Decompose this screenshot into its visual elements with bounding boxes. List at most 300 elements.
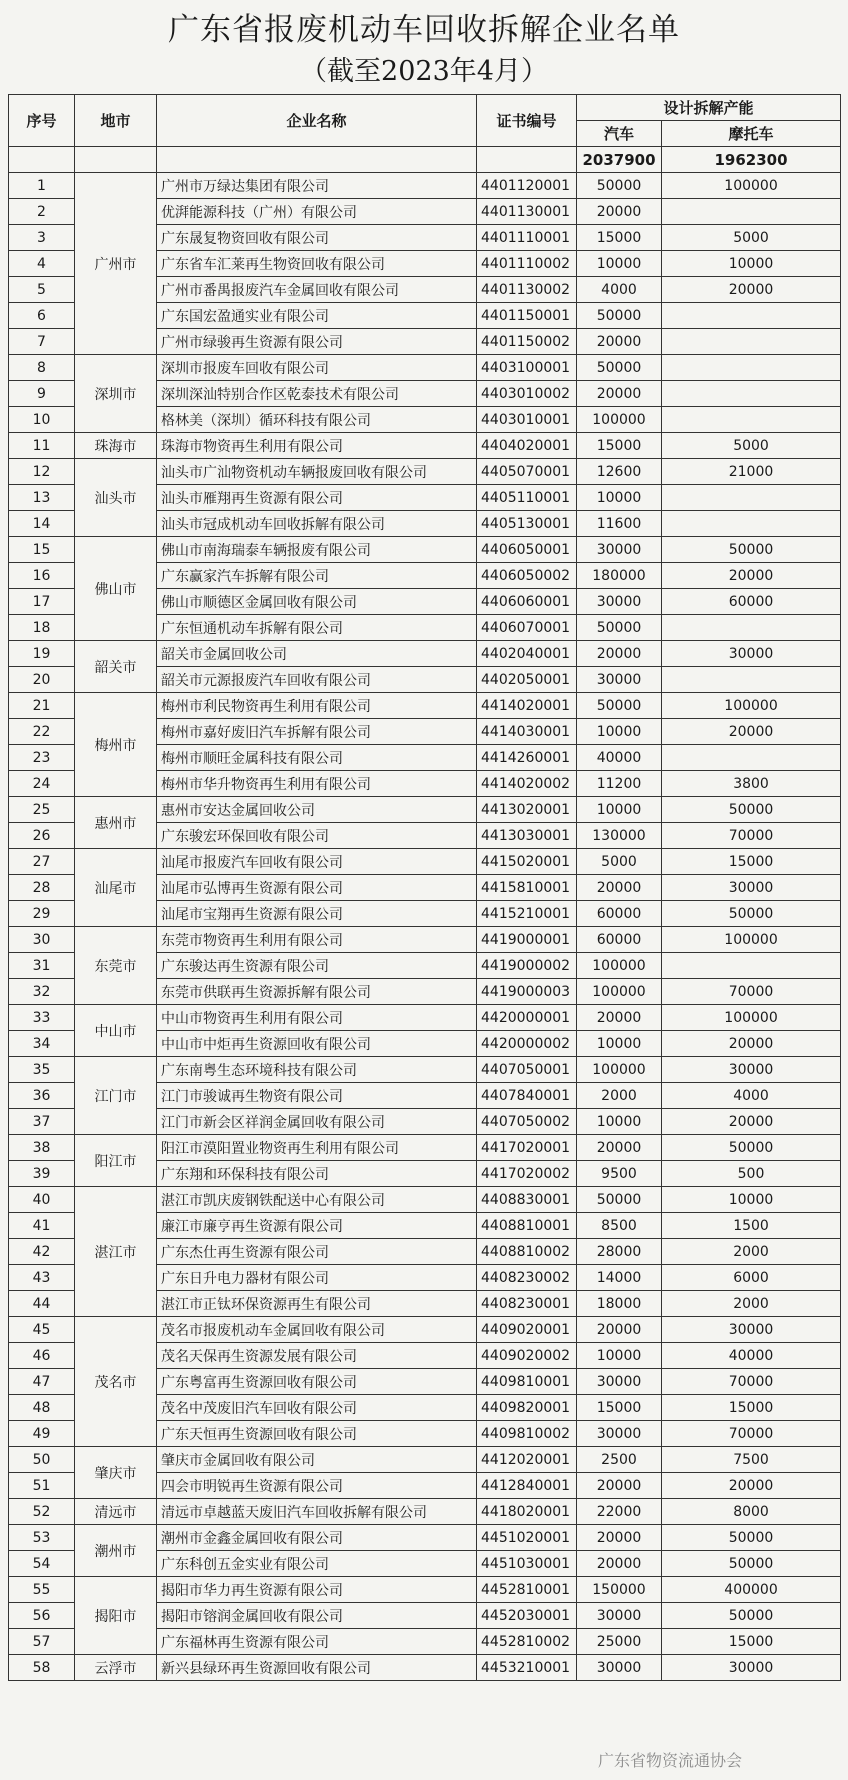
row-number: 51 — [9, 1473, 75, 1499]
company-name: 汕头市冠成机动车回收拆解有限公司 — [157, 511, 477, 537]
city-cell: 汕尾市 — [75, 849, 157, 927]
cert-number: 4452810001 — [477, 1577, 577, 1603]
row-number: 11 — [9, 433, 75, 459]
moto-capacity: 7500 — [662, 1447, 841, 1473]
company-name: 中山市中炬再生资源回收有限公司 — [157, 1031, 477, 1057]
car-capacity: 30000 — [577, 1603, 662, 1629]
row-number: 5 — [9, 277, 75, 303]
moto-capacity — [662, 953, 841, 979]
row-number: 1 — [9, 173, 75, 199]
cert-number: 4403100001 — [477, 355, 577, 381]
cert-number: 4451030001 — [477, 1551, 577, 1577]
total-cert-empty — [477, 147, 577, 173]
table-row — [9, 1005, 841, 1031]
car-capacity: 11200 — [577, 771, 662, 797]
title-block — [8, 8, 840, 96]
moto-capacity — [662, 511, 841, 537]
cert-number: 4401150001 — [477, 303, 577, 329]
car-total: 2037900 — [577, 147, 662, 173]
cert-number: 4401120001 — [477, 173, 577, 199]
cert-number: 4401130002 — [477, 277, 577, 303]
company-name: 揭阳市华力再生资源有限公司 — [157, 1577, 477, 1603]
row-number: 21 — [9, 693, 75, 719]
company-name: 江门市新会区祥润金属回收有限公司 — [157, 1109, 477, 1135]
company-name: 湛江市正钛环保资源再生有限公司 — [157, 1291, 477, 1317]
moto-capacity: 30000 — [662, 1317, 841, 1343]
row-number: 58 — [9, 1655, 75, 1681]
row-number: 54 — [9, 1551, 75, 1577]
company-name: 东莞市物资再生利用有限公司 — [157, 927, 477, 953]
company-name: 汕头市广汕物资机动车辆报废回收有限公司 — [157, 459, 477, 485]
row-number: 33 — [9, 1005, 75, 1031]
header-moto: 摩托车 — [662, 121, 841, 147]
moto-capacity: 10000 — [662, 1187, 841, 1213]
company-name: 广州市万绿达集团有限公司 — [157, 173, 477, 199]
company-name: 梅州市华升物资再生利用有限公司 — [157, 771, 477, 797]
row-number: 30 — [9, 927, 75, 953]
car-capacity: 180000 — [577, 563, 662, 589]
cert-number: 4408830001 — [477, 1187, 577, 1213]
table-row — [9, 1187, 841, 1213]
cert-number: 4412020001 — [477, 1447, 577, 1473]
cert-number: 4406050001 — [477, 537, 577, 563]
cert-number: 4401110002 — [477, 251, 577, 277]
city-cell: 肇庆市 — [75, 1447, 157, 1499]
table-row — [9, 1525, 841, 1551]
moto-capacity — [662, 199, 841, 225]
company-name: 广东南粤生态环境科技有限公司 — [157, 1057, 477, 1083]
row-number: 56 — [9, 1603, 75, 1629]
company-name: 广东骏宏环保回收有限公司 — [157, 823, 477, 849]
company-name: 深圳市报废车回收有限公司 — [157, 355, 477, 381]
moto-capacity: 20000 — [662, 563, 841, 589]
moto-capacity: 500 — [662, 1161, 841, 1187]
car-capacity: 8500 — [577, 1213, 662, 1239]
company-name: 汕头市雁翔再生资源有限公司 — [157, 485, 477, 511]
cert-number: 4413020001 — [477, 797, 577, 823]
cert-number: 4409020001 — [477, 1317, 577, 1343]
row-number: 29 — [9, 901, 75, 927]
company-name: 珠海市物资再生利用有限公司 — [157, 433, 477, 459]
cert-number: 4417020001 — [477, 1135, 577, 1161]
row-number: 32 — [9, 979, 75, 1005]
city-cell: 汕头市 — [75, 459, 157, 537]
moto-capacity: 50000 — [662, 797, 841, 823]
row-number: 36 — [9, 1083, 75, 1109]
car-capacity: 30000 — [577, 1369, 662, 1395]
moto-capacity: 4000 — [662, 1083, 841, 1109]
moto-capacity — [662, 485, 841, 511]
document-subtitle: （截至2023年4月） — [300, 56, 548, 87]
car-capacity: 20000 — [577, 329, 662, 355]
car-capacity: 50000 — [577, 693, 662, 719]
row-number: 8 — [9, 355, 75, 381]
cert-number: 4414020001 — [477, 693, 577, 719]
table-row — [9, 849, 841, 875]
moto-capacity: 1500 — [662, 1213, 841, 1239]
city-cell: 湛江市 — [75, 1187, 157, 1317]
city-cell: 珠海市 — [75, 433, 157, 459]
cert-number: 4403010001 — [477, 407, 577, 433]
company-name: 清远市卓越蓝天废旧汽车回收拆解有限公司 — [157, 1499, 477, 1525]
car-capacity: 60000 — [577, 927, 662, 953]
company-name: 汕尾市报废汽车回收有限公司 — [157, 849, 477, 875]
moto-capacity: 40000 — [662, 1343, 841, 1369]
cert-number: 4419000003 — [477, 979, 577, 1005]
company-name: 格林美（深圳）循环科技有限公司 — [157, 407, 477, 433]
total-company-empty — [157, 147, 477, 173]
row-number: 48 — [9, 1395, 75, 1421]
city-cell: 云浮市 — [75, 1655, 157, 1681]
cert-number: 4406070001 — [477, 615, 577, 641]
row-number: 22 — [9, 719, 75, 745]
moto-total: 1962300 — [662, 147, 841, 173]
car-capacity: 2500 — [577, 1447, 662, 1473]
moto-capacity: 15000 — [662, 1395, 841, 1421]
table-row — [9, 1655, 841, 1681]
moto-capacity: 50000 — [662, 901, 841, 927]
car-capacity: 20000 — [577, 1551, 662, 1577]
city-cell: 梅州市 — [75, 693, 157, 797]
car-capacity: 30000 — [577, 589, 662, 615]
moto-capacity: 50000 — [662, 1551, 841, 1577]
car-capacity: 10000 — [577, 251, 662, 277]
company-name: 广东日升电力器材有限公司 — [157, 1265, 477, 1291]
company-name: 广东杰仕再生资源有限公司 — [157, 1239, 477, 1265]
row-number: 46 — [9, 1343, 75, 1369]
moto-capacity: 70000 — [662, 1369, 841, 1395]
car-capacity: 10000 — [577, 485, 662, 511]
moto-capacity: 21000 — [662, 459, 841, 485]
row-number: 52 — [9, 1499, 75, 1525]
row-number: 2 — [9, 199, 75, 225]
company-name: 湛江市凯庆废钢铁配送中心有限公司 — [157, 1187, 477, 1213]
cert-number: 4414260001 — [477, 745, 577, 771]
row-number: 40 — [9, 1187, 75, 1213]
cert-number: 4419000002 — [477, 953, 577, 979]
company-name: 惠州市安达金属回收公司 — [157, 797, 477, 823]
company-name: 广东骏达再生资源有限公司 — [157, 953, 477, 979]
table-row — [9, 355, 841, 381]
company-name: 新兴县绿环再生资源回收有限公司 — [157, 1655, 477, 1681]
car-capacity: 20000 — [577, 1473, 662, 1499]
row-number: 17 — [9, 589, 75, 615]
header-city: 地市 — [75, 95, 157, 147]
row-number: 7 — [9, 329, 75, 355]
moto-capacity: 50000 — [662, 537, 841, 563]
moto-capacity: 50000 — [662, 1135, 841, 1161]
company-name: 深圳深汕特别合作区乾泰技术有限公司 — [157, 381, 477, 407]
moto-capacity: 20000 — [662, 1473, 841, 1499]
car-capacity: 20000 — [577, 1135, 662, 1161]
car-capacity: 50000 — [577, 173, 662, 199]
cert-number: 4408810002 — [477, 1239, 577, 1265]
moto-capacity — [662, 355, 841, 381]
cert-number: 4414020002 — [477, 771, 577, 797]
total-seq-empty — [9, 147, 75, 173]
company-name: 广东翔和环保科技有限公司 — [157, 1161, 477, 1187]
row-number: 28 — [9, 875, 75, 901]
company-name: 佛山市南海瑞泰车辆报废有限公司 — [157, 537, 477, 563]
company-name: 广东科创五金实业有限公司 — [157, 1551, 477, 1577]
company-name: 江门市骏诚再生物资有限公司 — [157, 1083, 477, 1109]
cert-number: 4414030001 — [477, 719, 577, 745]
moto-capacity: 5000 — [662, 225, 841, 251]
cert-number: 4417020002 — [477, 1161, 577, 1187]
table-row — [9, 797, 841, 823]
row-number: 24 — [9, 771, 75, 797]
car-capacity: 60000 — [577, 901, 662, 927]
car-capacity: 20000 — [577, 381, 662, 407]
car-capacity: 100000 — [577, 979, 662, 1005]
company-name: 广州市番禺报废汽车金属回收有限公司 — [157, 277, 477, 303]
car-capacity: 14000 — [577, 1265, 662, 1291]
cert-number: 4405130001 — [477, 511, 577, 537]
table-row — [9, 927, 841, 953]
table-row — [9, 173, 841, 199]
row-number: 13 — [9, 485, 75, 511]
moto-capacity: 2000 — [662, 1291, 841, 1317]
car-capacity: 30000 — [577, 667, 662, 693]
car-capacity: 10000 — [577, 1343, 662, 1369]
car-capacity: 11600 — [577, 511, 662, 537]
table-row — [9, 1135, 841, 1161]
cert-number: 4409020002 — [477, 1343, 577, 1369]
car-capacity: 10000 — [577, 797, 662, 823]
cert-number: 4415210001 — [477, 901, 577, 927]
row-number: 25 — [9, 797, 75, 823]
header-seq: 序号 — [9, 95, 75, 147]
car-capacity: 20000 — [577, 1525, 662, 1551]
moto-capacity — [662, 667, 841, 693]
row-number: 31 — [9, 953, 75, 979]
company-name: 韶关市元源报废汽车回收有限公司 — [157, 667, 477, 693]
cert-number: 4401110001 — [477, 225, 577, 251]
car-capacity: 2000 — [577, 1083, 662, 1109]
row-number: 3 — [9, 225, 75, 251]
car-capacity: 4000 — [577, 277, 662, 303]
cert-number: 4409810001 — [477, 1369, 577, 1395]
cert-number: 4405110001 — [477, 485, 577, 511]
cert-number: 4402040001 — [477, 641, 577, 667]
car-capacity: 20000 — [577, 199, 662, 225]
moto-capacity: 100000 — [662, 173, 841, 199]
cert-number: 4407840001 — [477, 1083, 577, 1109]
moto-capacity — [662, 615, 841, 641]
moto-capacity: 8000 — [662, 1499, 841, 1525]
company-name: 广州市绿骏再生资源有限公司 — [157, 329, 477, 355]
moto-capacity — [662, 381, 841, 407]
row-number: 50 — [9, 1447, 75, 1473]
car-capacity: 20000 — [577, 1317, 662, 1343]
cert-number: 4401130001 — [477, 199, 577, 225]
car-capacity: 15000 — [577, 433, 662, 459]
company-name: 茂名市报废机动车金属回收有限公司 — [157, 1317, 477, 1343]
company-name: 广东天恒再生资源回收有限公司 — [157, 1421, 477, 1447]
city-cell: 东莞市 — [75, 927, 157, 1005]
car-capacity: 100000 — [577, 1057, 662, 1083]
table-row — [9, 433, 841, 459]
moto-capacity: 100000 — [662, 927, 841, 953]
car-capacity: 150000 — [577, 1577, 662, 1603]
total-city-empty — [75, 147, 157, 173]
row-number: 9 — [9, 381, 75, 407]
table-body — [9, 173, 841, 1681]
moto-capacity — [662, 745, 841, 771]
row-number: 43 — [9, 1265, 75, 1291]
moto-capacity: 100000 — [662, 1005, 841, 1031]
table-row — [9, 459, 841, 485]
row-number: 18 — [9, 615, 75, 641]
car-capacity: 20000 — [577, 875, 662, 901]
moto-capacity: 20000 — [662, 719, 841, 745]
car-capacity: 50000 — [577, 303, 662, 329]
company-name: 优湃能源科技（广州）有限公司 — [157, 199, 477, 225]
moto-capacity: 60000 — [662, 589, 841, 615]
car-capacity: 5000 — [577, 849, 662, 875]
company-name: 广东国宏盈通实业有限公司 — [157, 303, 477, 329]
company-name: 广东省车汇莱再生物资回收有限公司 — [157, 251, 477, 277]
header-company: 企业名称 — [157, 95, 477, 147]
moto-capacity: 20000 — [662, 277, 841, 303]
car-capacity: 15000 — [577, 225, 662, 251]
table-row — [9, 1447, 841, 1473]
company-name: 广东粤富再生资源回收有限公司 — [157, 1369, 477, 1395]
moto-capacity: 100000 — [662, 693, 841, 719]
car-capacity: 40000 — [577, 745, 662, 771]
cert-number: 4409820001 — [477, 1395, 577, 1421]
company-name: 汕尾市弘博再生资源有限公司 — [157, 875, 477, 901]
row-number: 55 — [9, 1577, 75, 1603]
cert-number: 4404020001 — [477, 433, 577, 459]
moto-capacity: 3800 — [662, 771, 841, 797]
row-number: 39 — [9, 1161, 75, 1187]
car-capacity: 30000 — [577, 537, 662, 563]
cert-number: 4408230002 — [477, 1265, 577, 1291]
car-capacity: 20000 — [577, 641, 662, 667]
car-capacity: 10000 — [577, 1031, 662, 1057]
moto-capacity: 30000 — [662, 641, 841, 667]
car-capacity: 9500 — [577, 1161, 662, 1187]
table-row — [9, 1317, 841, 1343]
moto-capacity: 50000 — [662, 1525, 841, 1551]
cert-number: 4418020001 — [477, 1499, 577, 1525]
car-capacity: 15000 — [577, 1395, 662, 1421]
company-name: 梅州市嘉好废旧汽车拆解有限公司 — [157, 719, 477, 745]
car-capacity: 50000 — [577, 615, 662, 641]
table-row — [9, 693, 841, 719]
table-row — [9, 1577, 841, 1603]
row-number: 53 — [9, 1525, 75, 1551]
city-cell: 深圳市 — [75, 355, 157, 433]
company-name: 四会市明锐再生资源有限公司 — [157, 1473, 477, 1499]
cert-number: 4420000002 — [477, 1031, 577, 1057]
cert-number: 4451020001 — [477, 1525, 577, 1551]
car-capacity: 30000 — [577, 1421, 662, 1447]
car-capacity: 30000 — [577, 1655, 662, 1681]
table-row — [9, 537, 841, 563]
car-capacity: 50000 — [577, 1187, 662, 1213]
city-cell: 惠州市 — [75, 797, 157, 849]
company-name: 潮州市金鑫金属回收有限公司 — [157, 1525, 477, 1551]
row-number: 41 — [9, 1213, 75, 1239]
cert-number: 4409810002 — [477, 1421, 577, 1447]
company-name: 廉江市廉亨再生资源有限公司 — [157, 1213, 477, 1239]
company-name: 佛山市顺德区金属回收有限公司 — [157, 589, 477, 615]
row-number: 47 — [9, 1369, 75, 1395]
moto-capacity: 70000 — [662, 979, 841, 1005]
moto-capacity: 50000 — [662, 1603, 841, 1629]
cert-number: 4407050001 — [477, 1057, 577, 1083]
moto-capacity: 10000 — [662, 251, 841, 277]
city-cell: 佛山市 — [75, 537, 157, 641]
city-cell: 江门市 — [75, 1057, 157, 1135]
table-row — [9, 1499, 841, 1525]
company-name: 韶关市金属回收公司 — [157, 641, 477, 667]
car-capacity: 130000 — [577, 823, 662, 849]
row-number: 20 — [9, 667, 75, 693]
moto-capacity: 20000 — [662, 1109, 841, 1135]
cert-number: 4415020001 — [477, 849, 577, 875]
company-name: 梅州市利民物资再生利用有限公司 — [157, 693, 477, 719]
company-name: 肇庆市金属回收有限公司 — [157, 1447, 477, 1473]
car-capacity: 10000 — [577, 719, 662, 745]
cert-number: 4452030001 — [477, 1603, 577, 1629]
company-name: 广东晟复物资回收有限公司 — [157, 225, 477, 251]
company-name: 广东恒通机动车拆解有限公司 — [157, 615, 477, 641]
city-cell: 清远市 — [75, 1499, 157, 1525]
moto-capacity — [662, 329, 841, 355]
moto-capacity: 5000 — [662, 433, 841, 459]
company-name: 汕尾市宝翔再生资源有限公司 — [157, 901, 477, 927]
company-name: 阳江市漠阳置业物资再生利用有限公司 — [157, 1135, 477, 1161]
car-capacity: 18000 — [577, 1291, 662, 1317]
moto-capacity — [662, 303, 841, 329]
moto-capacity: 30000 — [662, 1655, 841, 1681]
car-capacity: 20000 — [577, 1005, 662, 1031]
cert-number: 4401150002 — [477, 329, 577, 355]
row-number: 19 — [9, 641, 75, 667]
cert-number: 4408230001 — [477, 1291, 577, 1317]
company-name: 茂名中茂废旧汽车回收有限公司 — [157, 1395, 477, 1421]
row-number: 42 — [9, 1239, 75, 1265]
cert-number: 4403010002 — [477, 381, 577, 407]
cert-number: 4405070001 — [477, 459, 577, 485]
city-cell: 揭阳市 — [75, 1577, 157, 1655]
moto-capacity: 6000 — [662, 1265, 841, 1291]
company-name: 茂名天保再生资源发展有限公司 — [157, 1343, 477, 1369]
cert-number: 4408810001 — [477, 1213, 577, 1239]
table-row — [9, 641, 841, 667]
moto-capacity: 400000 — [662, 1577, 841, 1603]
moto-capacity: 15000 — [662, 1629, 841, 1655]
row-number: 14 — [9, 511, 75, 537]
row-number: 35 — [9, 1057, 75, 1083]
car-capacity: 100000 — [577, 407, 662, 433]
cert-number: 4412840001 — [477, 1473, 577, 1499]
row-number: 23 — [9, 745, 75, 771]
row-number: 15 — [9, 537, 75, 563]
moto-capacity: 30000 — [662, 875, 841, 901]
table-header — [9, 95, 841, 173]
moto-capacity: 70000 — [662, 823, 841, 849]
company-name: 中山市物资再生利用有限公司 — [157, 1005, 477, 1031]
city-cell: 韶关市 — [75, 641, 157, 693]
company-name: 东莞市供联再生资源拆解有限公司 — [157, 979, 477, 1005]
moto-capacity: 20000 — [662, 1031, 841, 1057]
document-title: 广东省报废机动车回收拆解企业名单 — [168, 12, 680, 48]
company-name: 揭阳市镕润金属回收有限公司 — [157, 1603, 477, 1629]
